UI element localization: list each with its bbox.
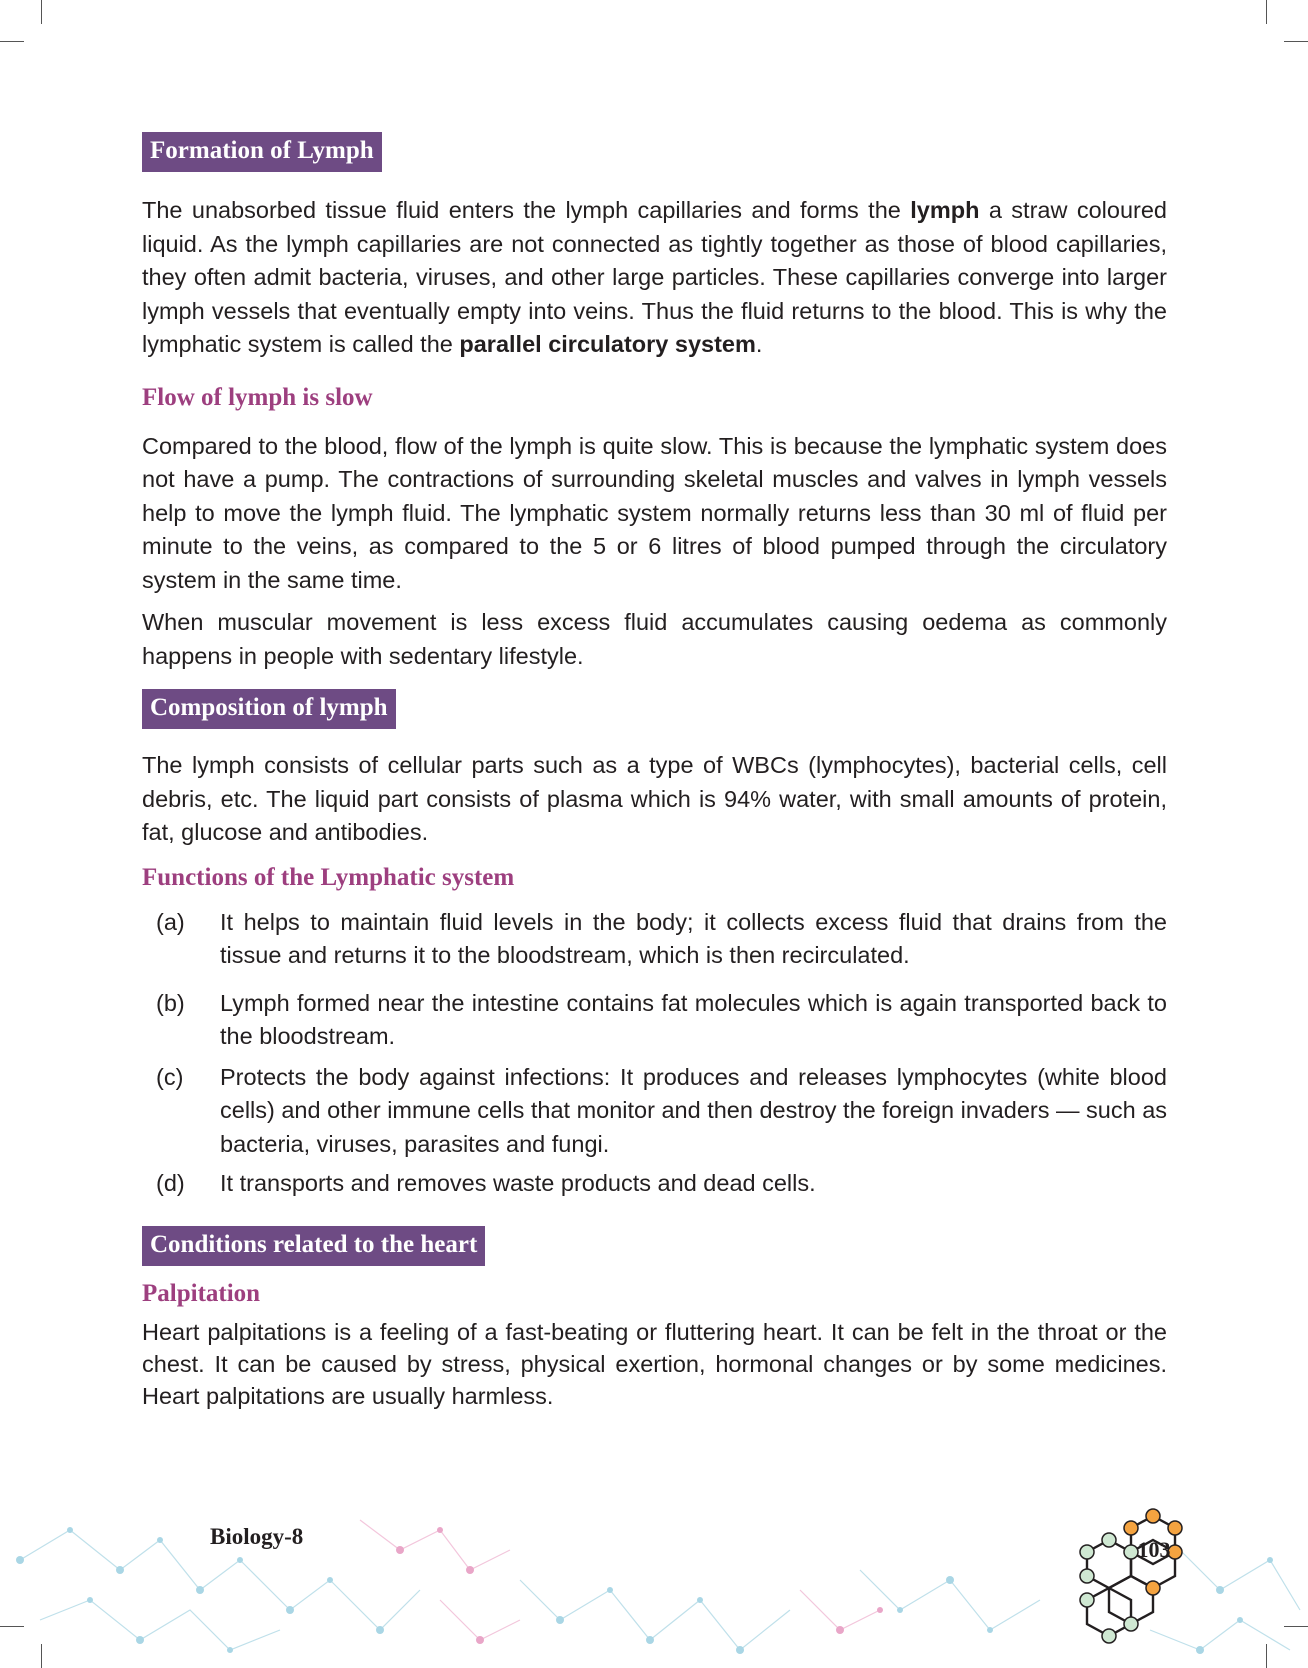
formation-paragraph [142,194,1167,362]
crop-mark-top-right-h [1284,41,1308,42]
functions-list [142,906,1167,1201]
hexagon-emblem-icon [1060,1500,1200,1650]
crop-mark-top-left-v [41,0,42,24]
page-content [142,132,1167,1412]
formation-text-c: a straw coloured liquid. As the lymph capillaries are not connected as tightly together as those of blood capillaries, they often admit bacteria, viruses, and other large particles. These capillaries converge into larger lymph vessels that eventually empty into veins. Thus the fluid returns to the blood. This is why the lymphatic system is called the [142,197,1167,357]
crop-mark-top-left-h [0,41,24,42]
list-text: Protects the body against infections: It produces and releases lymphocytes (white blood cells) and other immune cells that monitor and then destroy the foreign invaders — such as bacteria, viruses, parasites and fungi. [220,1063,1168,1157]
section-functions [142,864,1167,1201]
flow-heading: Flow of lymph is slow [142,383,373,411]
list-item [142,1167,1167,1201]
section-palpitation [142,1280,1167,1412]
lymph-term: lymph [910,197,980,223]
heart-heading: Conditions related to the heart [142,1226,485,1266]
palpitation-heading: Palpitation [142,1279,261,1307]
formation-heading: Formation of Lymph [142,132,382,172]
list-text: It transports and removes waste products and dead cells. [220,1170,816,1196]
list-marker: (c) [156,1063,184,1090]
list-item [142,1061,1167,1162]
list-text: Lymph formed near the intestine contains fat molecules which is again transported back to the bloodstream. [220,989,1167,1049]
list-marker: (b) [156,989,185,1016]
section-composition-of-lymph [142,689,1167,850]
section-conditions-heart [142,1226,1167,1266]
section-flow-of-lymph [142,384,1167,674]
list-marker: (a) [156,908,185,935]
functions-heading: Functions of the Lymphatic system [142,863,515,891]
formation-text-e: . [755,331,763,357]
list-text: It helps to maintain fluid levels in the body; it collects excess fluid that drains from the tissue and returns it to the bloodstream, which is then recirculated. [220,908,1167,968]
formation-text-a: The unabsorbed tissue fluid enters the lymph capillaries and forms the [142,197,911,223]
composition-paragraph: The lymph consists of cellular parts such as a type of WBCs (lymphocytes), bacterial cells, cell debris, etc. The liquid part consists of plasma which is 94% water, with small amounts of protein, fat, glucose and antibodies. [142,752,1167,845]
section-formation-of-lymph [142,132,1167,362]
composition-heading: Composition of lymph [142,689,396,729]
list-item [142,906,1167,973]
crop-mark-top-right-v [1266,0,1267,24]
flow-paragraph-1: Compared to the blood, flow of the lymph is quite slow. This is because the lymphatic system does not have a pump. The contractions of surrounding skeletal muscles and valves in lymph vessels help to move the lymph fluid. The lymphatic system normally returns less than 30 ml of fluid per minute to the veins, as compared to the 5 or 6 litres of blood pumped through the circulatory system in the same time. [142,432,1167,593]
page-number: 103 [1137,1537,1171,1562]
list-item [142,987,1167,1054]
flow-paragraph-2: When muscular movement is less excess fluid accumulates causing oedema as commonly happens in people with sedentary lifestyle. [142,609,1167,669]
book-title: Biology-8 [210,1524,304,1549]
list-marker: (d) [156,1170,185,1196]
parallel-circulatory-term: parallel circulatory system [459,331,756,357]
palpitation-paragraph: Heart palpitations is a feeling of a fast-beating or fluttering heart. It can be felt in the throat or the chest. It can be caused by stress, physical exertion, hormonal changes or by some medicines. Heart palpitations are usually harmless. [142,1318,1167,1409]
